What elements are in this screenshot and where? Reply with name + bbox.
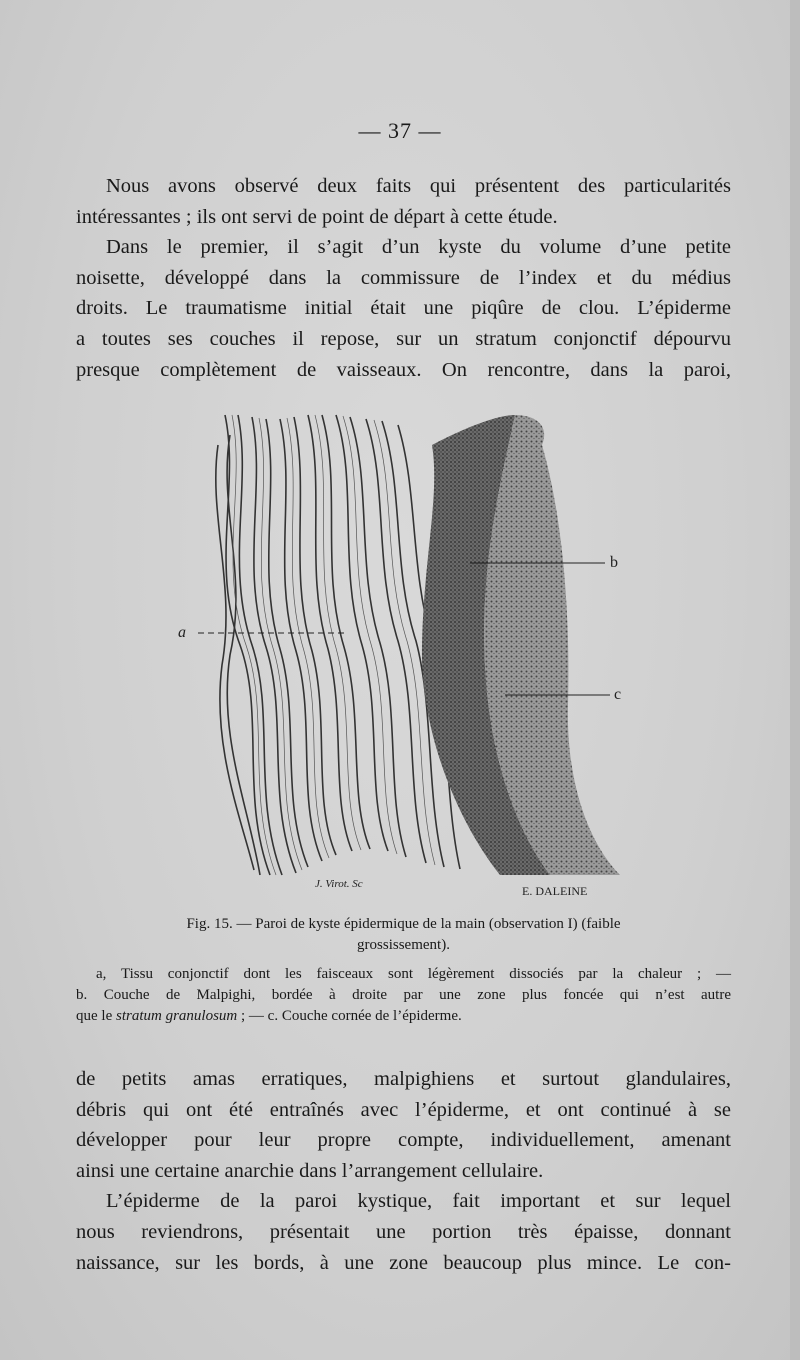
text-line: a toutes ses couches il repose, sur un stratum conjonctif dépourvu bbox=[76, 327, 731, 350]
text-line: ainsi une certaine anarchie dans l’arrangement cellulaire. bbox=[76, 1159, 544, 1182]
text-line: Dans le premier, il s’agit d’un kyste du volume d’une petite bbox=[106, 236, 731, 259]
legend-text: ; — c. Couche cornée de l’épiderme. bbox=[237, 1008, 462, 1024]
text-line: nous reviendrons, présentait une portion très épaisse, donnant bbox=[76, 1220, 731, 1243]
paragraph-continuation bbox=[76, 1064, 731, 1278]
text-line: presque complètement de vaisseaux. On rencontre, dans la paroi, bbox=[76, 358, 731, 381]
caption-line: Fig. 15. — Paroi de kyste épidermique de la main (observation I) (faible bbox=[186, 916, 621, 932]
legend-line: b. Couche de Malpighi, bordée à droite par une zone plus foncée qui n’est autre bbox=[76, 987, 731, 1003]
legend-text: que le bbox=[76, 1008, 116, 1024]
text-line: L’épiderme de la paroi kystique, fait important et sur lequel bbox=[106, 1190, 731, 1213]
figure-caption-title bbox=[76, 914, 731, 956]
artist-signature: E. DALEINE bbox=[522, 884, 588, 898]
text-line: débris qui ont été entraînés avec l’épiderme, et ont continué à se bbox=[76, 1098, 731, 1121]
label-b: b bbox=[610, 554, 618, 571]
label-a: a bbox=[178, 624, 186, 641]
page-edge bbox=[790, 0, 800, 1360]
legend-line: a, Tissu conjonctif dont les faisceaux sont légèrement dissociés par la chaleur ; — bbox=[96, 966, 731, 982]
text-line: intéressantes ; ils ont servi de point de départ à cette étude. bbox=[76, 205, 558, 228]
text-line: droits. Le traumatisme initial était une piqûre de clou. L’épiderme bbox=[76, 297, 731, 320]
page-number: — 37 — bbox=[358, 118, 442, 143]
label-c: c bbox=[614, 686, 622, 703]
legend-italic-term: stratum granulosum bbox=[115, 1008, 238, 1024]
caption-line: grossissement). bbox=[357, 937, 450, 953]
text-line: naissance, sur les bords, à une zone beaucoup plus mince. Le con- bbox=[76, 1251, 731, 1274]
engraver-signature: J. Virot. Sc bbox=[315, 878, 363, 890]
fibre-fine-lines bbox=[232, 415, 435, 875]
legend-line bbox=[76, 1006, 731, 1027]
text-line: développer pour leur propre compte, individuellement, amenant bbox=[76, 1129, 731, 1152]
paragraph-intro bbox=[76, 171, 731, 385]
text-line: de petits amas erratiques, malpighiens et surtout glandulaires, bbox=[76, 1068, 731, 1090]
histology-figure bbox=[170, 405, 640, 910]
figure-caption-legend bbox=[76, 964, 731, 1027]
figure-engraving bbox=[170, 405, 640, 910]
text-line: noisette, développé dans la commissure de l’index et du médius bbox=[76, 266, 731, 289]
text-line: Nous avons observé deux faits qui présentent des particularités bbox=[106, 175, 731, 197]
